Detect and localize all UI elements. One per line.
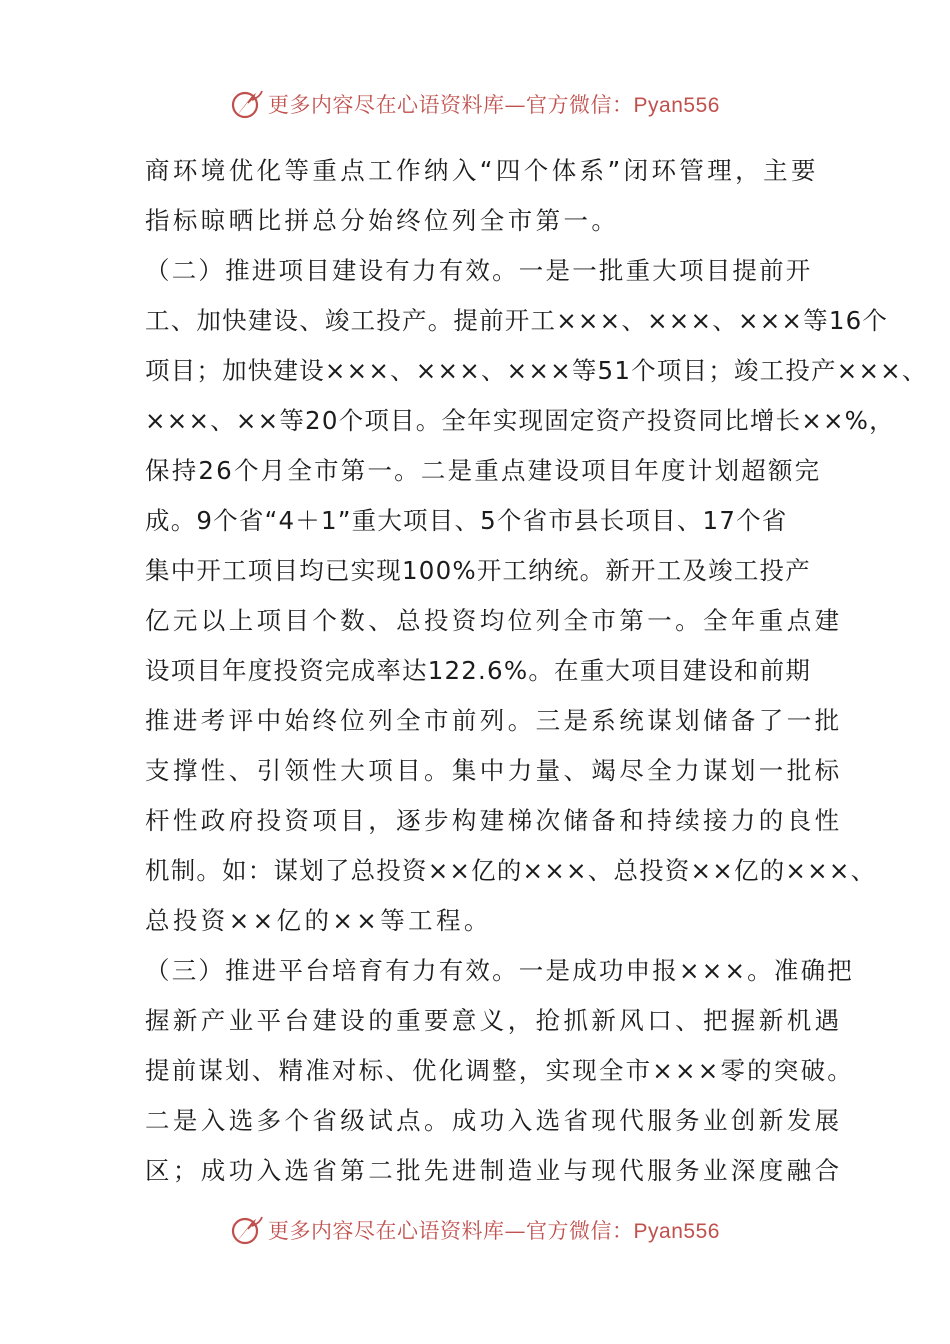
banner-wechat-label: 官方微信： bbox=[526, 1219, 634, 1243]
text-line: 二是入选多个省级试点。成功入选省现代服务业创新发展 bbox=[145, 1106, 843, 1135]
text-line: 亿元以上项目个数、总投资均位列全市第一。全年重点建 bbox=[145, 606, 843, 635]
text-line: 项目；加快建设×××、×××、×××等51个项目；竣工投产×××、 bbox=[145, 356, 928, 385]
text-line: 商环境优化等重点工作纳入“四个体系”闭环管理，主要 bbox=[145, 156, 819, 185]
text-line: 工、加快建设、竣工投产。提前开工×××、×××、×××等16个 bbox=[145, 306, 889, 335]
banner-separator: — bbox=[504, 93, 527, 117]
text-line: （二）推进项目建设有力有效。一是一批重大项目提前开 bbox=[145, 256, 813, 285]
footer-banner bbox=[0, 1210, 950, 1250]
banner-site: 更多内容尽在心语资料库 bbox=[268, 1219, 505, 1243]
text-line: 握新产业平台建设的重要意义，抢抓新风口、把握新机遇 bbox=[145, 1006, 843, 1035]
quill-logo-icon bbox=[230, 1213, 264, 1247]
text-line: ×××、××等20个项目。全年实现固定资产投资同比增长××%， bbox=[145, 406, 895, 435]
text-line: 成。9个省“4＋1”重大项目、5个省市县长项目、17个省 bbox=[145, 506, 788, 535]
banner-wechat-id: Pyan556 bbox=[633, 1220, 720, 1243]
text-line: 杆性政府投资项目，逐步构建梯次储备和持续接力的良性 bbox=[145, 806, 843, 835]
banner-site: 更多内容尽在心语资料库 bbox=[268, 93, 505, 117]
text-line: 设项目年度投资完成率达122.6%。在重大项目建设和前期 bbox=[145, 656, 812, 685]
text-line: 指标晾晒比拼总分始终位列全市第一。 bbox=[145, 206, 620, 235]
text-line: （三）推进平台培育有力有效。一是成功申报×××。准确把 bbox=[145, 956, 854, 985]
text-line: 集中开工项目均已实现100%开工纳统。新开工及竣工投产 bbox=[145, 556, 811, 585]
banner-text bbox=[268, 1215, 720, 1245]
text-line: 机制。如：谋划了总投资××亿的×××、总投资××亿的×××、 bbox=[145, 856, 877, 885]
banner-wechat-id: Pyan556 bbox=[633, 94, 720, 117]
text-line: 保持26个月全市第一。二是重点建设项目年度计划超额完 bbox=[145, 456, 822, 485]
text-line: 支撑性、引领性大项目。集中力量、竭尽全力谋划一批标 bbox=[145, 756, 843, 785]
text-line: 区；成功入选省第二批先进制造业与现代服务业深度融合 bbox=[145, 1156, 843, 1185]
text-line: 总投资××亿的××等工程。 bbox=[145, 906, 492, 935]
banner-separator: — bbox=[504, 1219, 527, 1243]
quill-logo-icon bbox=[230, 87, 264, 121]
banner-wechat-label: 官方微信： bbox=[526, 93, 634, 117]
banner-text bbox=[268, 89, 720, 119]
text-line: 提前谋划、精准对标、优化调整，实现全市×××零的突破。 bbox=[145, 1056, 854, 1085]
document-body bbox=[145, 146, 928, 1196]
text-line: 推进考评中始终位列全市前列。三是系统谋划储备了一批 bbox=[145, 706, 843, 735]
header-banner bbox=[0, 84, 950, 124]
